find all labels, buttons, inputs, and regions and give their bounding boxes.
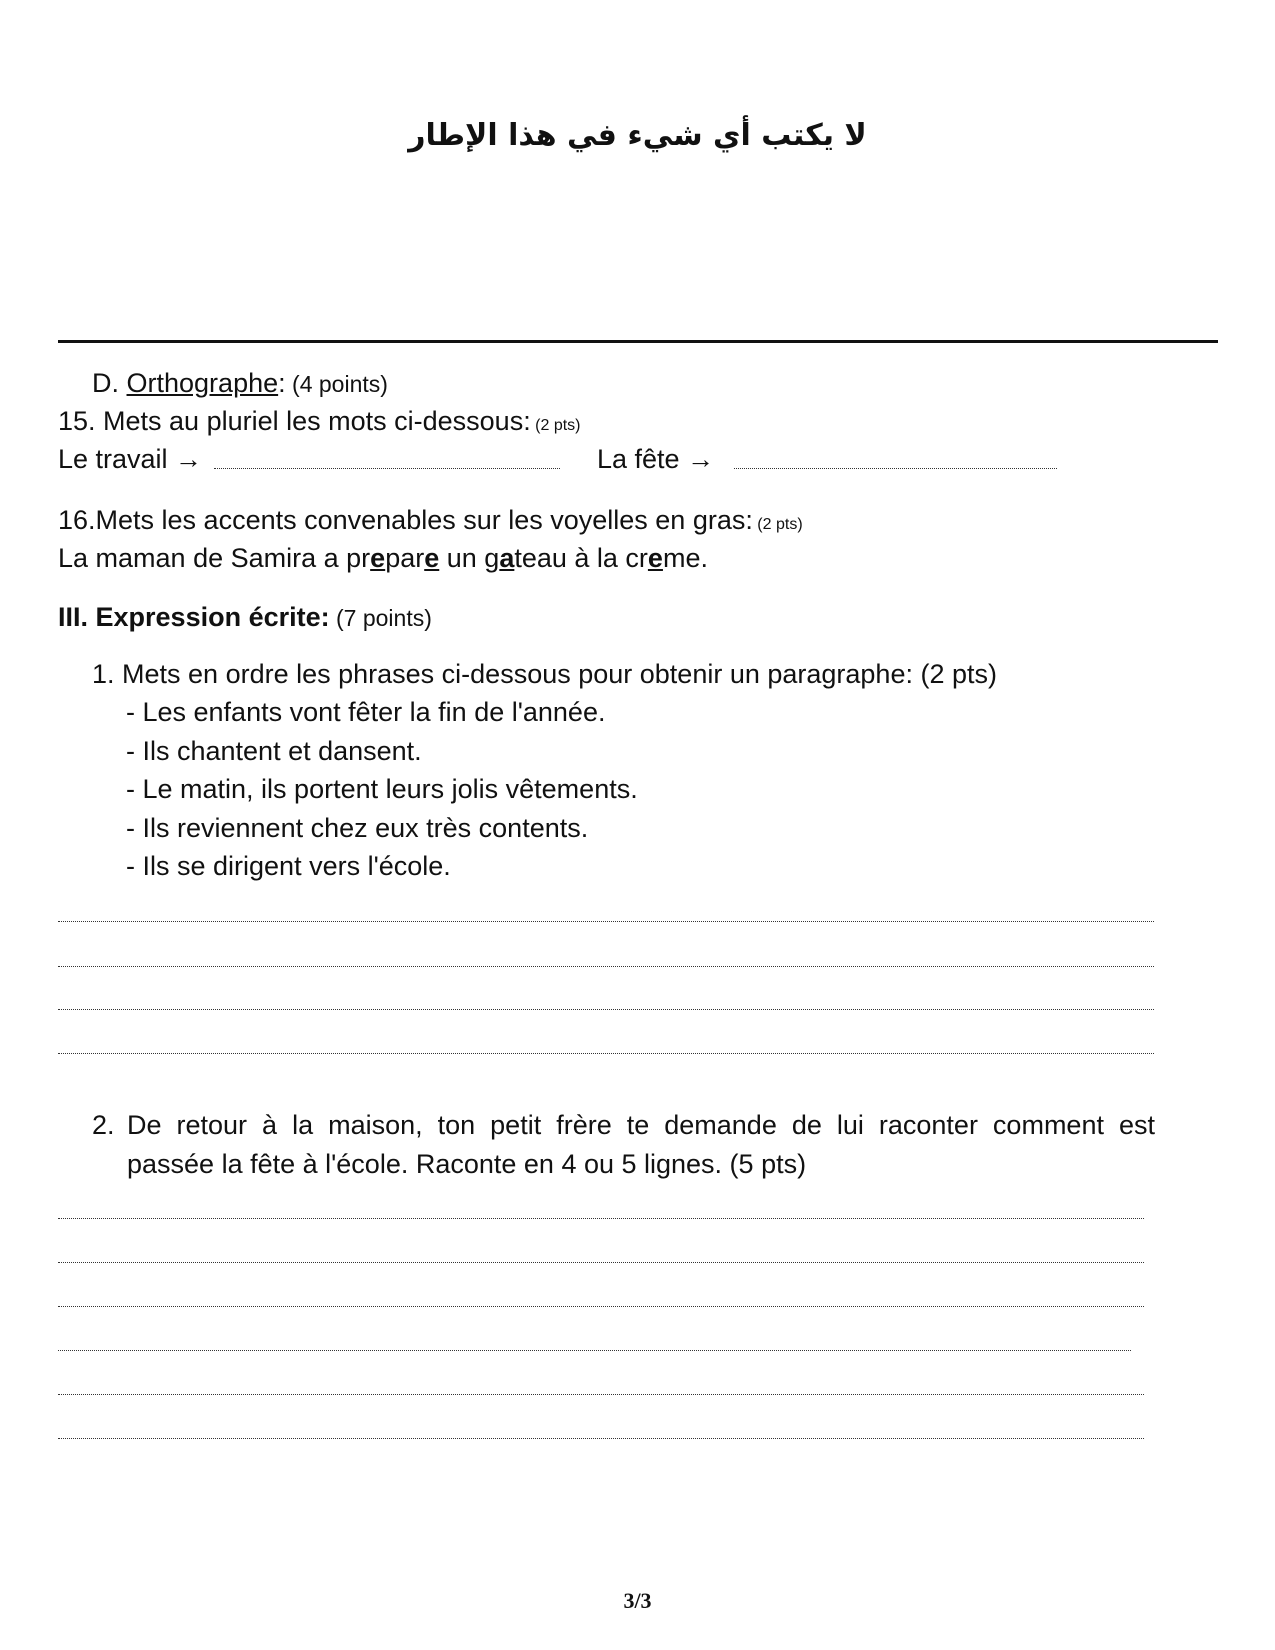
q1-answer-line[interactable] <box>58 1009 1154 1010</box>
q2-prompt-line2: passée la fête à l'école. Raconte en 4 ou 5 lignes. (5 pts) <box>127 1149 807 1179</box>
section-d-colon: : <box>278 368 286 398</box>
q2-answer-line[interactable] <box>58 1306 1144 1307</box>
q2-prompt-line1: De retour à la maison, ton petit frère te demande de lui raconter comment est <box>127 1110 1155 1140</box>
question-15 <box>58 404 581 443</box>
q16-vowel4: e <box>647 543 663 573</box>
q2-number: 2. <box>92 1110 115 1140</box>
q15-item1-answer-line[interactable] <box>214 468 560 469</box>
q1-sentence-list <box>126 695 638 888</box>
q15-item2-answer-line[interactable] <box>734 468 1057 469</box>
section-d-heading <box>92 366 388 401</box>
q1-answer-line[interactable] <box>58 921 1154 922</box>
q16-seg2: par <box>385 543 425 573</box>
q1-answer-line[interactable] <box>58 1053 1154 1054</box>
q1-sentence: - Ils reviennent chez eux très contents. <box>126 812 589 843</box>
q16-seg4: teau à la cr <box>514 543 648 573</box>
q16-sentence <box>58 541 708 575</box>
q2-answer-line[interactable] <box>58 1394 1144 1395</box>
q16-vowel1: e <box>370 543 386 573</box>
q16-points: (2 pts) <box>752 516 803 533</box>
section-d-prefix: D. <box>92 368 127 398</box>
q2-answer-line[interactable] <box>58 1218 1144 1219</box>
q15-points: (2 pts) <box>530 417 581 434</box>
section-iii-title: III. Expression écrite: <box>58 602 330 632</box>
q1-sentence: - Ils chantent et dansent. <box>126 735 422 766</box>
q2-answer-line[interactable] <box>58 1438 1144 1439</box>
page-number: 3/3 <box>623 1588 652 1613</box>
q15-label: 15. Mets au pluriel les mots ci-dessous: <box>58 406 531 436</box>
q16-vowel2: e <box>424 543 440 573</box>
q1-sentence: - Le matin, ils portent leurs jolis vêtements. <box>126 774 638 804</box>
q16-seg5: me. <box>662 543 708 573</box>
q1-answer-line[interactable] <box>58 966 1154 967</box>
q16-label: 16.Mets les accents convenables sur les voyelles en gras: <box>58 505 753 535</box>
section-divider <box>58 340 1218 343</box>
q2-answer-line[interactable] <box>58 1262 1144 1263</box>
q1-sentence: - Ils se dirigent vers l'école. <box>126 851 451 881</box>
q2-answer-line[interactable] <box>58 1350 1131 1351</box>
q15-item1-label: Le travail → <box>58 444 203 474</box>
q16-seg1: La maman de Samira a pr <box>58 543 371 573</box>
section-d-points: (4 points) <box>285 371 388 397</box>
q1-label: 1. Mets en ordre les phrases ci-dessous pour obtenir un paragraphe: (2 pts) <box>92 659 997 689</box>
section-iii-points: (7 points) <box>329 605 432 631</box>
section-iii-heading <box>58 600 432 635</box>
question-16 <box>58 503 803 542</box>
q16-vowel3: a <box>499 543 515 573</box>
q1-sentence: - Les enfants vont fêter la fin de l'année. <box>126 697 606 727</box>
section-d-title: Orthographe <box>126 368 279 398</box>
q15-item2-label: La fête → <box>597 444 715 474</box>
do-not-write-notice: لا يكتب أي شيء في هذا الإطار <box>408 118 867 153</box>
q16-seg3: un g <box>439 543 500 573</box>
